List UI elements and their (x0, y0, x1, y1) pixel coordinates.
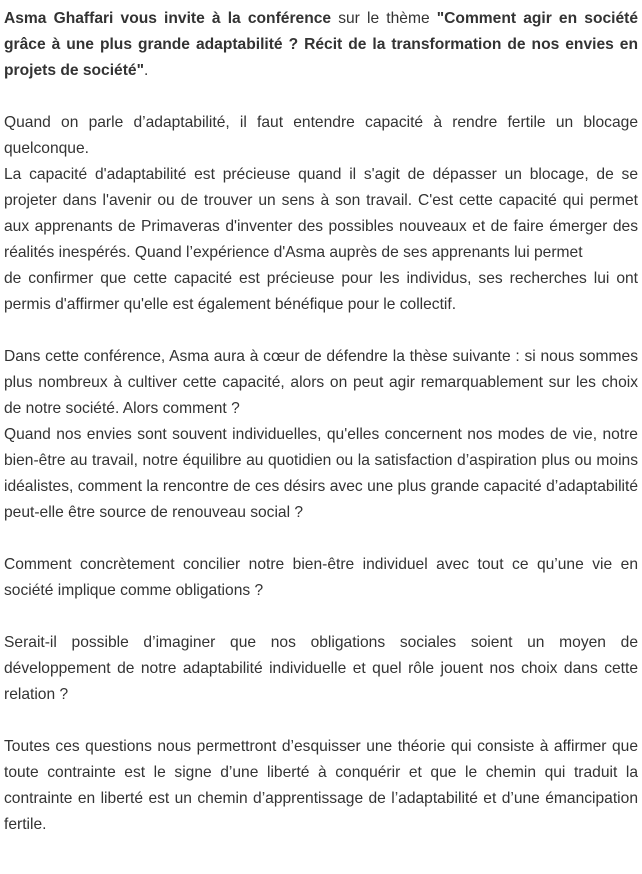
paragraph-conclusion: Toutes ces questions nous permettront d’esquisser une théorie qui consiste à affirmer que toute contrainte est le signe d’une liberté à conquérir et que le chemin qui traduit la contrainte en liberté est un chemin d’apprentissage de l’adaptabilité et d’une émancipation fertile. (4, 738, 638, 833)
paragraph-thesis: Dans cette conférence, Asma aura à cœur de défendre la thèse suivante : si nous sommes plus nombreux à cultiver cette capacité, alors on peut agir remarquablement sur les choix de notre société. Alors comment ? (4, 348, 638, 417)
paragraph-adaptability-definition: Quand on parle d’adaptabilité, il faut entendre capacité à rendre fertile un blocage quelconque. (4, 114, 638, 157)
intro-theme: "Comment agir en société grâce à une plus grande adaptabilité ? Récit de la transformation de nos envies en projets de société" (4, 10, 639, 79)
intro-paragraph (4, 6, 638, 84)
paragraph-adaptability-value (4, 162, 638, 266)
paragraph-obligations-question: Serait-il possible d’imaginer que nos obligations sociales soient un moyen de développement de notre adaptabilité individuelle et quel rôle jouent nos choix dans cette relation ? (4, 634, 638, 703)
intro-name: Asma Ghaffari vous invite à la conférence (4, 10, 332, 27)
paragraph-adaptability-collective: de confirmer que cette capacité est précieuse pour les individus, ses recherches lui ont permis d'affirmer qu'elle est également bénéfique pour le collectif. (4, 270, 638, 313)
intro-end: . (144, 62, 149, 79)
paragraph-wellbeing-question: Comment concrètement concilier notre bien-être individuel avec tout ce qu’une vie en société implique comme obligations ? (4, 556, 638, 599)
intro-middle: sur le thème (331, 10, 437, 27)
paragraph-desires: Quand nos envies sont souvent individuelles, qu'elles concernent nos modes de vie, notre bien-être au travail, notre équilibre au quotidien ou la satisfaction d’aspiration plus ou moins idéalistes, comment la rencontre de ces désirs avec une plus grande capacité d’adaptabilité peut-elle être source de renouveau social ? (4, 426, 638, 521)
paragraph-adaptability-value-part1: La capacité d'adaptabilité est précieuse quand il s'agit de dépasser un blocage, de se projeter dans l'avenir ou de trouver un sens à son travail. C'est cette capacité qui permet aux apprenants de Primaveras d'inventer des possibles nouveaux et de faire émerger des réalités inespérés. Quand l’expérience d'Asma auprès de ses apprenants lui permet (4, 166, 638, 261)
